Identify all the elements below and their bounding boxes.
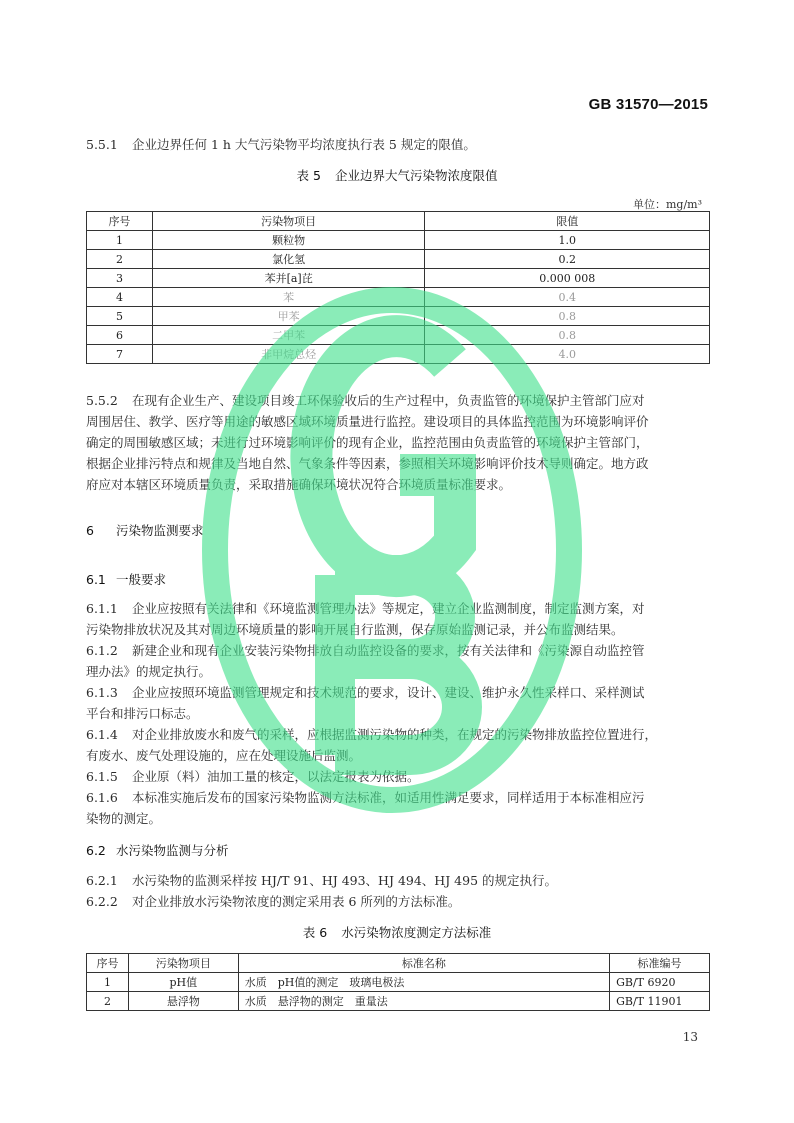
clause-line: 对企业排放废水和废气的采样，应根据监测污染物的种类，在规定的污染物排放监控位置进行，	[132, 727, 658, 742]
table-cell: 水质 pH值的测定 玻璃电极法	[238, 973, 609, 992]
table-cell: 二甲苯	[152, 326, 425, 345]
table5-unit: 单位：mg/m³	[632, 198, 702, 211]
table-cell: 1	[87, 973, 129, 992]
table6-caption	[0, 923, 794, 941]
table-header-row	[87, 212, 710, 231]
table-row	[87, 326, 710, 345]
standard-code: GB 31570—2015	[588, 96, 708, 113]
table-cell: 0.8	[425, 326, 710, 345]
table-header-row	[87, 954, 710, 973]
table-cell: pH值	[128, 973, 238, 992]
clause-5-5-2	[86, 390, 710, 495]
table-cell: 3	[87, 269, 153, 288]
clause-number: 6.2.2	[86, 894, 118, 909]
table5-caption-title: 企业边界大气污染物浓度限值	[334, 168, 498, 183]
clause-line: 平台和排污口标志。	[86, 706, 199, 721]
clause-number: 6.1.4	[86, 727, 118, 742]
clause-line: 本标准实施后发布的国家污染物监测方法标准，如适用性满足要求，同样适用于本标准相应污	[132, 790, 645, 805]
table5-caption-number: 表 5	[296, 168, 321, 183]
section-title: 一般要求	[116, 572, 167, 587]
table-cell: 水质 悬浮物的测定 重量法	[238, 992, 609, 1011]
clause-number: 6.1.5	[86, 769, 118, 784]
table-row	[87, 992, 710, 1011]
clause-line: 染物的测定。	[86, 811, 162, 826]
clause-number: 6.1.3	[86, 685, 118, 700]
section-number: 6.1	[86, 572, 106, 587]
table-row	[87, 269, 710, 288]
clause-number: 6.1.6	[86, 790, 118, 805]
table-header-cell: 限值	[425, 212, 710, 231]
table-row	[87, 345, 710, 364]
clause-6-1-3	[86, 682, 710, 724]
clause-line: 府应对本辖区环境质量负责，采取措施确保环境状况符合环境质量标准要求。	[86, 477, 512, 492]
clause-line: 对企业排放水污染物浓度的测定采用表 6 所列的方法标准。	[132, 894, 461, 909]
clause-line: 污染物排放状况及其对周边环境质量的影响开展自行监测，保存原始监测记录，并公布监测结果。	[86, 622, 624, 637]
table5	[86, 211, 710, 364]
table-cell: 2	[87, 250, 153, 269]
clause-text: 企业边界任何 1 h 大气污染物平均浓度执行表 5 规定的限值。	[132, 137, 476, 152]
section-number: 6.2	[86, 843, 106, 858]
table-header-cell: 序号	[87, 954, 129, 973]
clause-line: 有废水、废气处理设施的，应在处理设施后监测。	[86, 748, 362, 763]
table-cell: 苯	[152, 288, 425, 307]
clause-number: 6.1.2	[86, 643, 118, 658]
clause-number: 6.1.1	[86, 601, 118, 616]
table-cell: 5	[87, 307, 153, 326]
table-cell: 0.000 008	[425, 269, 710, 288]
table-cell: 颗粒物	[152, 231, 425, 250]
table5-caption	[0, 166, 794, 184]
clause-line: 确定的周围敏感区域；未进行过环境影响评价的现有企业，监控范围由负责监管的环境保护主管部门，	[86, 435, 649, 450]
table-cell: 2	[87, 992, 129, 1011]
table-header-cell: 标准名称	[238, 954, 609, 973]
clause-number: 6.2.1	[86, 873, 118, 888]
table-cell: 0.8	[425, 307, 710, 326]
table6	[86, 953, 710, 1011]
table-row	[87, 973, 710, 992]
table-cell: 1.0	[425, 231, 710, 250]
clause-line: 根据企业排污特点和规律及当地自然、气象条件等因素，参照相关环境影响评价技术导则确定。地方政	[86, 456, 649, 471]
clause-line: 理办法》的规定执行。	[86, 664, 212, 679]
clause-6-2-2	[86, 891, 710, 912]
table-header-cell: 序号	[87, 212, 153, 231]
clause-number: 5.5.2	[86, 393, 118, 408]
table-header-cell: 标准编号	[610, 954, 710, 973]
table-cell: 氯化氢	[152, 250, 425, 269]
clause-line: 企业原（料）油加工量的核定，以法定报表为依据。	[132, 769, 420, 784]
clause-line: 新建企业和现有企业安装污染物排放自动监控设备的要求，按有关法律和《污染源自动监控管	[132, 643, 645, 658]
clause-line: 周围居住、教学、医疗等用途的敏感区域环境质量进行监控。建设项目的具体监控范围为环境影响评价	[86, 414, 649, 429]
table-cell: 4.0	[425, 345, 710, 364]
table-row	[87, 231, 710, 250]
table-cell: GB/T 11901	[610, 992, 710, 1011]
section-6-1-heading	[86, 570, 166, 588]
table-row	[87, 288, 710, 307]
section-title: 污染物监测要求	[116, 523, 204, 538]
table-cell: 1	[87, 231, 153, 250]
clause-line: 在现有企业生产、建设项目竣工环保验收后的生产过程中，负责监管的环境保护主管部门应对	[132, 393, 645, 408]
clause-6-2-1	[86, 870, 710, 891]
table-cell: GB/T 6920	[610, 973, 710, 992]
table6-caption-title: 水污染物浓度测定方法标准	[341, 925, 492, 940]
table-cell: 悬浮物	[128, 992, 238, 1011]
table-cell: 7	[87, 345, 153, 364]
clause-number: 5.5.1	[86, 137, 118, 152]
section-6-heading	[86, 521, 204, 539]
page-number: 13	[682, 1030, 698, 1044]
section-6-2-heading	[86, 841, 229, 859]
clause-6-1-1	[86, 598, 710, 640]
clause-6-1-5	[86, 766, 710, 787]
table-cell: 6	[87, 326, 153, 345]
table6-caption-number: 表 6	[302, 925, 328, 940]
clause-6-1-2	[86, 640, 710, 682]
clause-5-5-1	[86, 134, 710, 155]
table-cell: 非甲烷总烃	[152, 345, 425, 364]
clause-line: 企业应按照环境监测管理规定和技术规范的要求，设计、建设、维护永久性采样口、采样测试	[132, 685, 645, 700]
clause-line: 企业应按照有关法律和《环境监测管理办法》等规定，建立企业监测制度，制定监测方案，对	[132, 601, 645, 616]
table-header-cell: 污染物项目	[128, 954, 238, 973]
table-cell: 甲苯	[152, 307, 425, 326]
table-cell: 4	[87, 288, 153, 307]
clause-6-1-6	[86, 787, 710, 829]
clause-6-1-4	[86, 724, 710, 766]
table-header-cell: 污染物项目	[152, 212, 425, 231]
clause-line: 水污染物的监测采样按 HJ/T 91、HJ 493、HJ 494、HJ 495 的规定执行。	[132, 873, 558, 888]
section-title: 水污染物监测与分析	[116, 843, 229, 858]
table-row	[87, 250, 710, 269]
table-row	[87, 307, 710, 326]
table-cell: 苯并[a]芘	[152, 269, 425, 288]
section-number: 6	[86, 523, 94, 538]
table-cell: 0.2	[425, 250, 710, 269]
table-cell: 0.4	[425, 288, 710, 307]
